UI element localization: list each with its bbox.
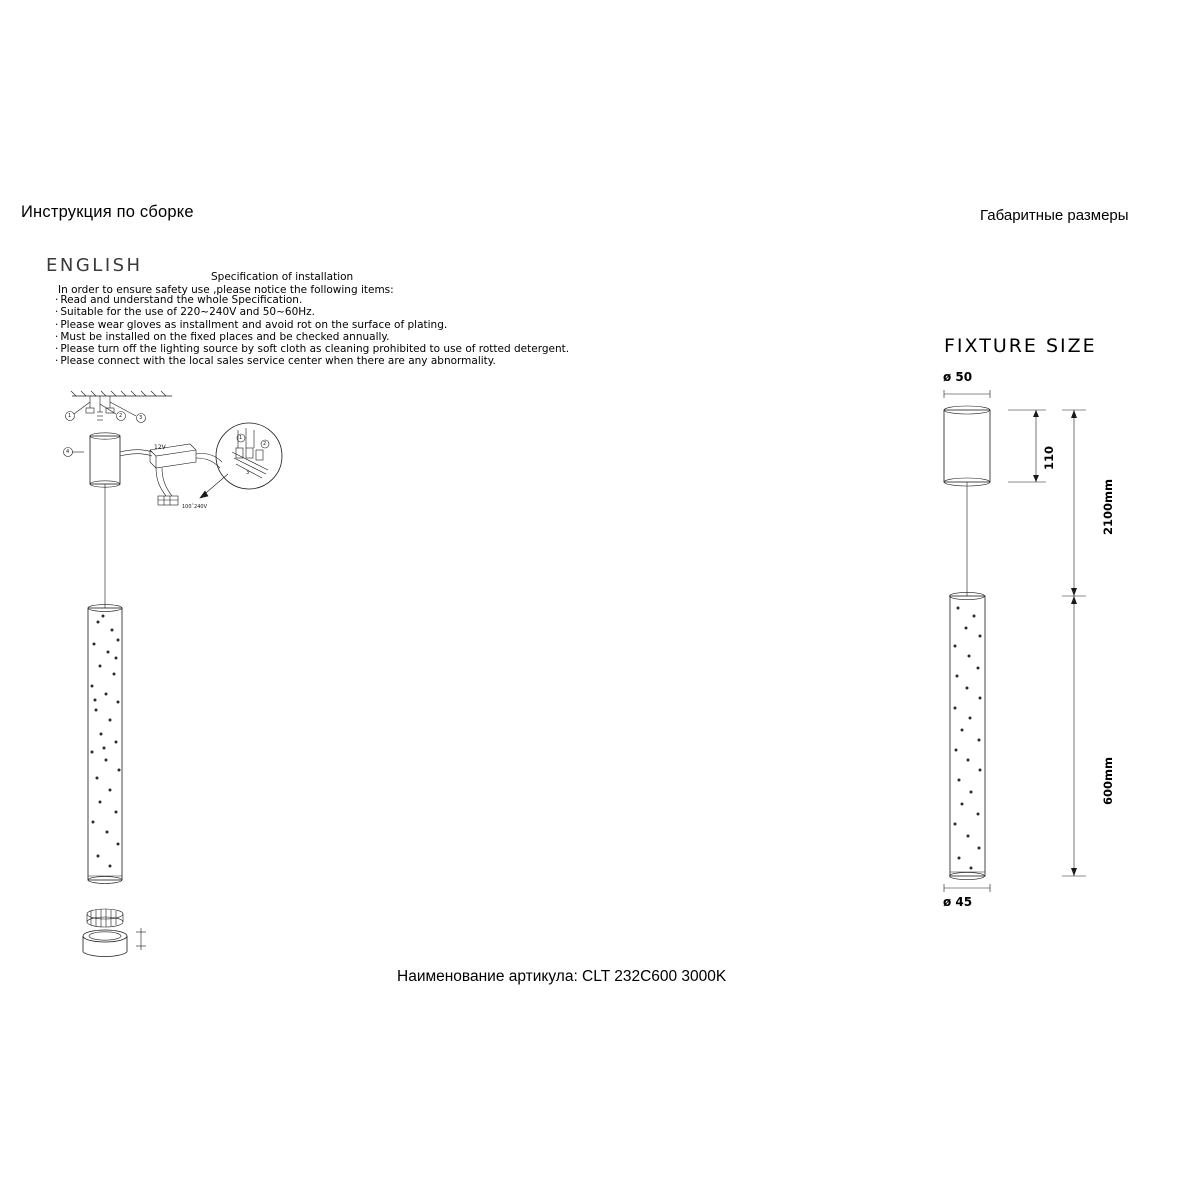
detail-callout-3: 3: [246, 470, 250, 476]
wire-label-mains: 100˜240V: [182, 504, 208, 510]
callout-1: 1: [68, 413, 72, 419]
spec-item: · Please wear gloves as installment and avoid rot on the surface of plating.: [55, 319, 569, 331]
dimension-top-diameter: ø 50: [943, 370, 973, 384]
page-title-dimensions: Габаритные размеры: [980, 207, 1129, 224]
dimension-canopy-height: 110: [1042, 445, 1056, 470]
language-heading: ENGLISH: [46, 255, 143, 276]
detail-callout-2: 2: [263, 441, 267, 447]
spec-item: · Read and understand the whole Specification.: [55, 294, 569, 306]
dimension-body-height: 600mm: [1101, 757, 1115, 805]
callout-4: 4: [66, 449, 70, 455]
article-caption: Наименование артикула: CLT 232C600 3000K: [397, 968, 727, 985]
dimension-bottom-diameter: ø 45: [943, 895, 973, 909]
callout-2: 2: [119, 413, 123, 419]
spec-item-list: [55, 294, 569, 368]
dimension-total-drop: 2100mm: [1101, 479, 1115, 535]
fixture-size-title: FIXTURE SIZE: [944, 335, 1097, 357]
spec-item: · Please turn off the lighting source by soft cloth as cleaning prohibited to use of rotted detergent.: [55, 343, 569, 355]
spec-heading: Specification of installation: [211, 271, 354, 283]
page-title-assembly: Инструкция по сборке: [21, 203, 194, 221]
spec-item: · Suitable for the use of 220~240V and 50~60Hz.: [55, 306, 569, 318]
spec-item: · Please connect with the local sales service center when there are any abnormality.: [55, 355, 569, 367]
spec-item: · Must be installed on the fixed places and be checked annually.: [55, 331, 569, 343]
callout-3: 3: [139, 415, 143, 421]
detail-callout-1: 1: [239, 435, 243, 441]
wire-label-12v: 12V: [154, 444, 166, 451]
spec-lead-text: In order to ensure safety use ,please notice the following items:: [58, 284, 394, 296]
